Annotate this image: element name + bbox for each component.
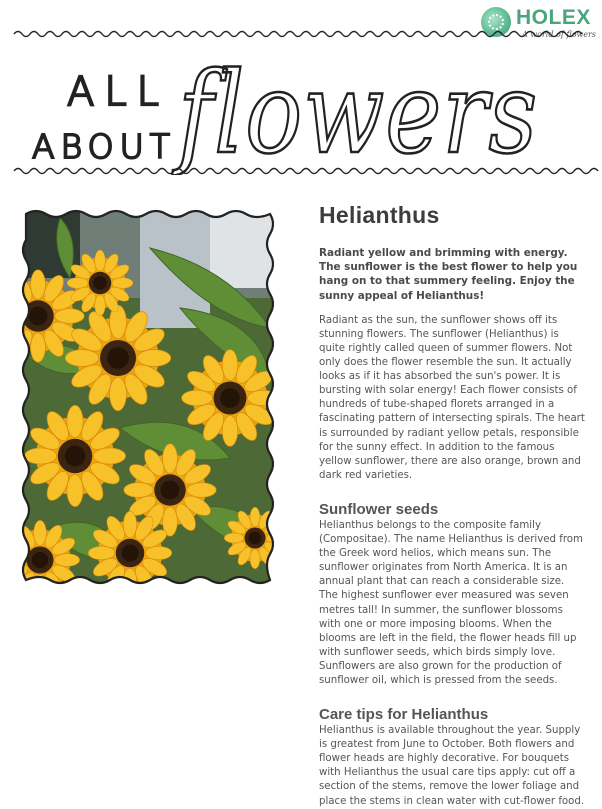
article-title: Helianthus	[319, 202, 440, 228]
section-text-care: Helianthus is available throughout the year. Supply is greatest from June to October. Both flowers and flower heads are highly decorative. For bouquets with Helianthus the usual care tips apply: cut off a section of the stems, remove the lower foliage and place the stems in clean water with cut-flower food.	[319, 725, 585, 807]
hero-title	[0, 40, 602, 175]
section-text-seeds: Helianthus belongs to the composite family (Compositae). The name Helianthus is derived from the Greek word helios, which means sun. The sunflower originates from North America. It is an annual plant that can reach a considerable size. The highest sunflower ever measured was seven metres tall! In summer, the sunflower blossoms with one or more imposing blooms. When the blooms are left in the field, the flower heads fill up with sunflower seeds, which birds simply love. Sunflowers are also grown for the production of sunflower oil, which is pressed from the seeds.	[319, 519, 583, 686]
hero-title-about: ABOUT	[32, 127, 176, 166]
brand-tagline: A world of flowers	[522, 30, 597, 39]
article	[319, 202, 585, 809]
top-wave-divider	[0, 27, 602, 41]
article-intro: Radiant yellow and brimming with energy. The sunflower is the best flower to help you hang on to that summery feeling. Enjoy the sunny appeal of Helianthus!	[319, 247, 578, 302]
sunflower-photo	[20, 208, 276, 586]
article-body: Radiant as the sun, the sunflower shows off its stunning flowers. The sunflower (Helianthus) is quite rightly called queen of summer flowers. Not only does the flower resemble the sun. It actually looks as if it has absorbed the sun's power. It is bursting with solar energy! Each flower consists of hundreds of tube-shaped florets arranged in a fascinating pattern of intersecting spirals. The heart is surrounded by radiant yellow petals, responsible for the sunny effect. In addition to the famous yellow sunflower, there are also orange, brown and dark red varieties.	[319, 314, 585, 481]
hero-title-all: ALL	[67, 69, 169, 115]
hero-title-flowers: flowers	[172, 49, 538, 175]
brand-name: HOLEX	[516, 6, 591, 29]
section-heading-care: Care tips for Helianthus	[319, 706, 489, 724]
section-heading-seeds: Sunflower seeds	[319, 500, 439, 518]
bottom-wave-divider	[0, 164, 602, 178]
